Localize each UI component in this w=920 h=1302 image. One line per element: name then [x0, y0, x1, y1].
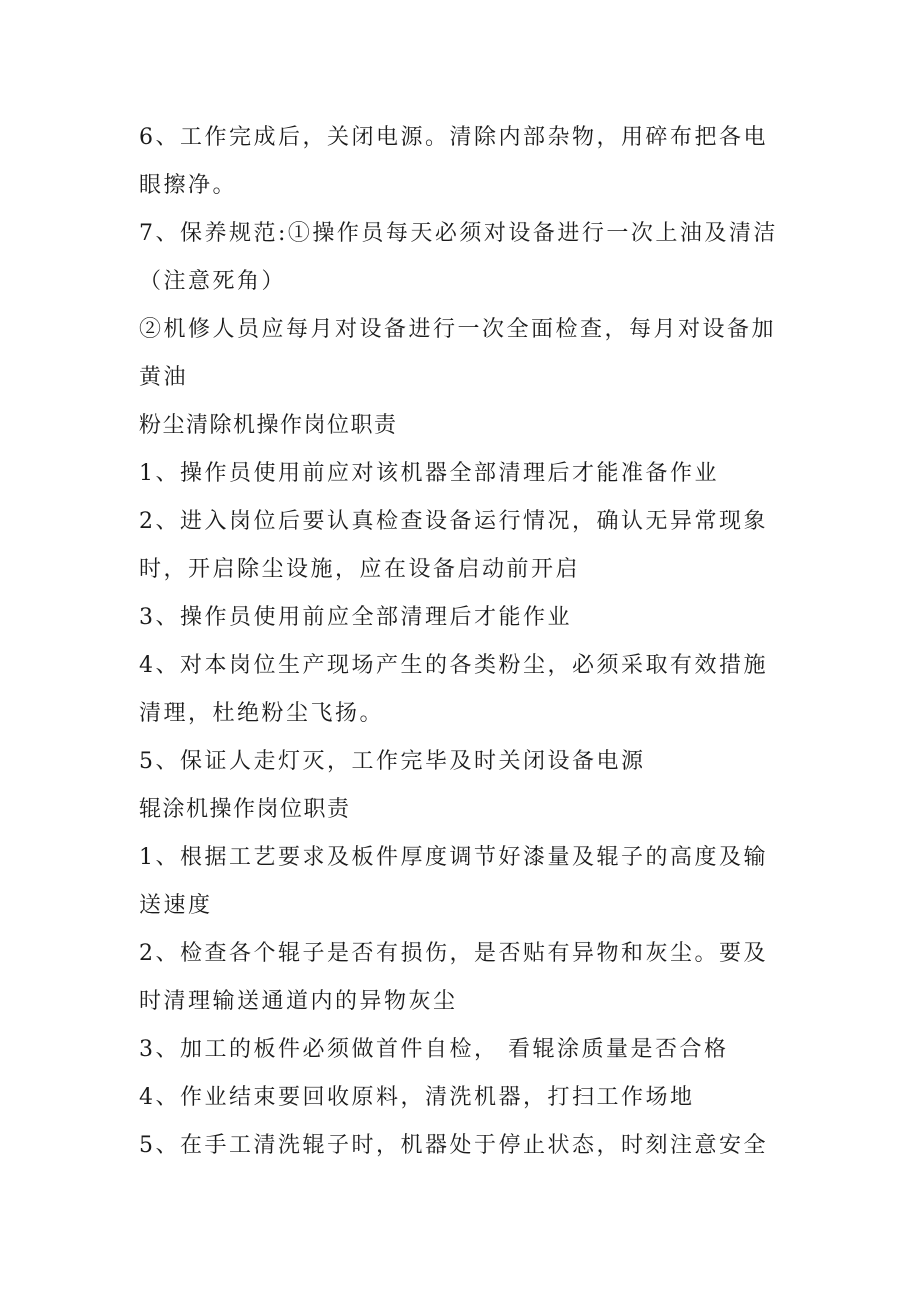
list-item: 2、进入岗位后要认真检查设备运行情况，确认无异常现象时，开启除尘设施，应在设备启动前开启 — [139, 509, 768, 582]
list-item: 1、根据工艺要求及板件厚度调节好漆量及辊子的高度及输送速度 — [139, 845, 768, 918]
section-heading-dust-remover: 粉尘清除机操作岗位职责 — [139, 413, 398, 438]
list-item: 4、对本岗位生产现场产生的各类粉尘，必须采取有效措施清理，杜绝粉尘飞扬。 — [139, 653, 768, 726]
document-body — [139, 114, 784, 1170]
list-item: 5、保证人走灯灭，工作完毕及时关闭设备电源 — [139, 749, 646, 774]
list-item: 4、作业结束要回收原料，清洗机器，打扫工作场地 — [139, 1085, 695, 1110]
list-item: 2、检查各个辊子是否有损伤，是否贴有异物和灰尘。要及时清理输送通道内的异物灰尘 — [139, 941, 768, 1014]
list-item: 1、操作员使用前应对该机器全部清理后才能准备作业 — [139, 461, 719, 486]
list-item: 3、操作员使用前应全部清理后才能作业 — [139, 605, 572, 630]
list-item: ②机修人员应每月对设备进行一次全面检查，每月对设备加黄油 — [139, 317, 777, 390]
list-item: 6、工作完成后，关闭电源。清除内部杂物，用碎布把各电眼擦净。 — [139, 125, 768, 198]
list-item: 3、加工的板件必须做首件自检， 看辊涂质量是否合格 — [139, 1037, 729, 1062]
section-heading-roller-coater: 辊涂机操作岗位职责 — [139, 797, 351, 822]
list-item: 5、在手工清洗辊子时，机器处于停止状态，时刻注意安全 — [139, 1133, 768, 1158]
list-item: 7、保养规范:①操作员每天必须对设备进行一次上油及清洁（注意死角） — [139, 221, 778, 294]
